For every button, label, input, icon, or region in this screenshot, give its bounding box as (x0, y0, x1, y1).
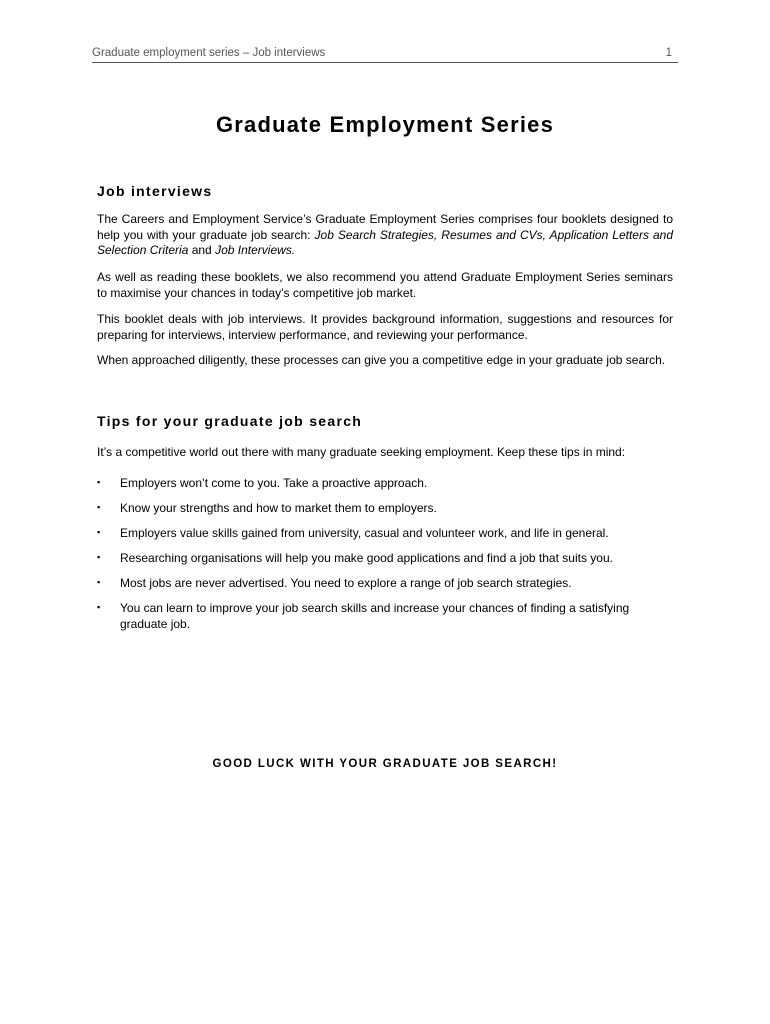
tips-list (97, 476, 677, 642)
page-number: 1 (665, 47, 672, 59)
list-item-text: Employers won’t come to you. Take a proactive approach. (120, 476, 428, 490)
bullet-icon: ▪ (97, 502, 101, 512)
list-item-text: Know your strengths and how to market them to employers. (120, 501, 437, 515)
list-item (97, 576, 677, 592)
list-item-text: Most jobs are never advertised. You need to explore a range of job search strategies. (120, 576, 572, 590)
closing-message: GOOD LUCK WITH YOUR GRADUATE JOB SEARCH! (212, 758, 558, 770)
list-item (97, 551, 677, 567)
list-item-text: Employers value skills gained from university, casual and volunteer work, and life in general. (120, 526, 609, 540)
intro-text-2: and (188, 243, 216, 257)
bullet-icon: ▪ (97, 527, 101, 537)
list-item (97, 476, 677, 492)
bullet-icon: ▪ (97, 477, 101, 487)
intro-text-1: The Careers and Employment Service’s Graduate Employment Series comprises four booklets designed to help you with your graduate job search: (97, 212, 673, 242)
section-heading-tips: Tips for your graduate job search (97, 413, 363, 429)
list-item (97, 601, 677, 632)
tips-intro: It’s a competitive world out there with many graduate seeking employment. Keep these tips in mind: (97, 445, 626, 459)
list-item (97, 501, 677, 517)
running-header-title: Graduate employment series – Job interviews (92, 47, 326, 59)
paragraph-competitive-edge: When approached diligently, these processes can give you a competitive edge in your graduate job search. (97, 353, 666, 367)
list-item-text: Researching organisations will help you make good applications and find a job that suits you. (120, 551, 613, 565)
paragraph-booklet-scope: This booklet deals with job interviews. It provides background information, suggestions and resources for preparing for interviews, interview performance, and reviewing your performance. (97, 312, 673, 342)
intro-booklet-title-last: Job Interviews. (215, 243, 296, 257)
intro-booklet-titles: Job Search Strategies, Resumes and CVs, Application Letters and Selection Criteria (97, 227, 673, 257)
list-item (97, 526, 677, 542)
bullet-icon: ▪ (97, 552, 101, 562)
bullet-icon: ▪ (97, 602, 101, 612)
section-heading-job-interviews: Job interviews (97, 183, 213, 199)
running-header (92, 46, 678, 63)
intro-paragraph (97, 212, 673, 259)
paragraph-seminars: As well as reading these booklets, we also recommend you attend Graduate Employment Series seminars to maximise your chances in today’s competitive job market. (97, 270, 673, 300)
document-title: Graduate Employment Series (215, 112, 555, 137)
bullet-icon: ▪ (97, 577, 101, 587)
list-item-text: You can learn to improve your job search skills and increase your chances of finding a satisfying graduate job. (120, 601, 630, 631)
